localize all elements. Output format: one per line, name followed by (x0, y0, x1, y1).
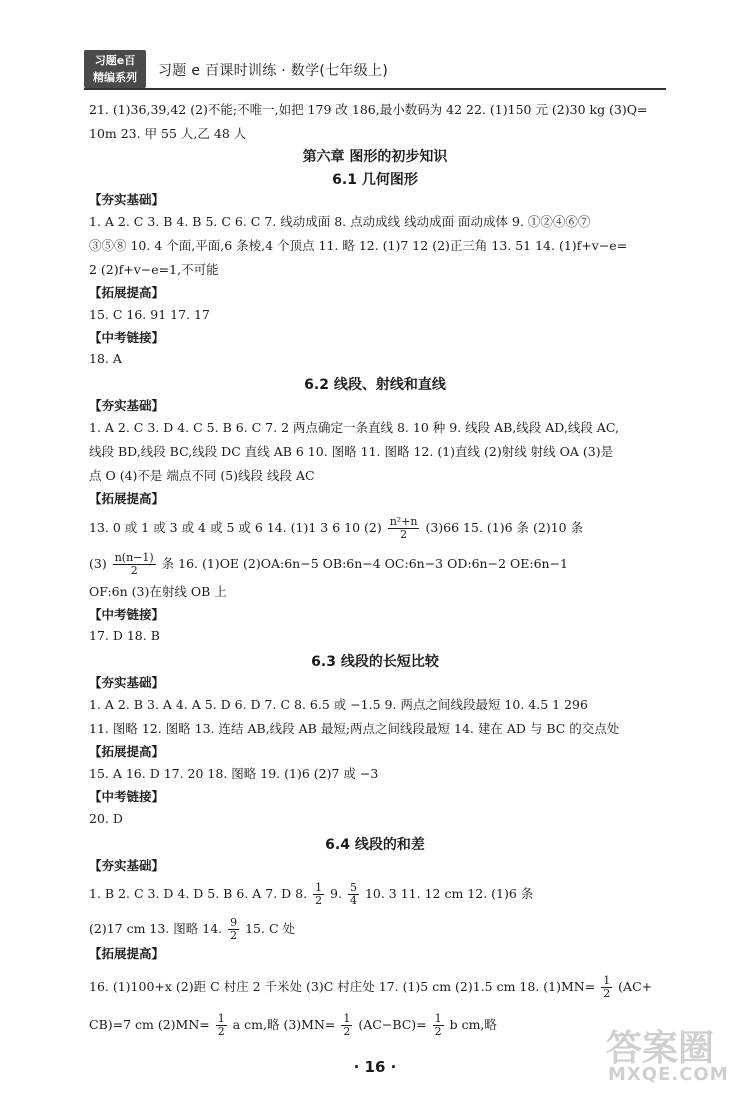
fraction-denominator: 2 (434, 1025, 442, 1038)
answer-line: 15. C 16. 91 17. 17 (89, 307, 210, 322)
fraction (313, 882, 324, 907)
header-divider (84, 88, 666, 90)
fraction-numerator: 1 (315, 881, 323, 894)
answer-text: (3) (89, 556, 107, 571)
fraction (601, 975, 612, 1000)
subsection-heading: 【中考链接】 (89, 330, 165, 345)
chapter-title: 第六章 图形的初步知识 (302, 149, 448, 165)
answer-line (89, 552, 568, 577)
answer-text: 10. 3 11. 12 cm 12. (1)6 条 (364, 886, 534, 901)
answer-line: 2 (2)f+v−e=1,不可能 (89, 262, 219, 277)
section-title: 6.3 线段的长短比较 (311, 654, 439, 670)
fraction-numerator: n(n−1) (114, 551, 154, 564)
section-title: 6.2 线段、射线和直线 (304, 377, 446, 393)
watermark-url: MXQE.COM (608, 1064, 729, 1085)
series-logo (84, 50, 146, 88)
section-title: 6.1 几何图形 (332, 172, 418, 188)
answer-text: b cm,略 (449, 1017, 497, 1032)
fraction (433, 1013, 444, 1038)
fraction-numerator: 1 (434, 1012, 442, 1025)
answer-line (89, 882, 533, 907)
fraction-numerator: n²+n (389, 515, 418, 528)
answer-line (89, 516, 583, 541)
fraction-numerator: 5 (349, 881, 357, 894)
subsection-heading: 【中考链接】 (89, 607, 165, 622)
subsection-heading: 【拓展提高】 (89, 946, 165, 961)
answer-text: 1. B 2. C 3. D 4. D 5. B 6. A 7. D 8. (89, 886, 308, 901)
answer-line: 1. A 2. C 3. D 4. C 5. B 6. C 7. 2 两点确定一条直线 8. 10 种 9. 线段 AB,线段 AD,线段 AC, (89, 420, 619, 435)
answer-line: 1. A 2. C 3. B 4. B 5. C 6. C 7. 线动成面 8. 点动成线 线动成面 面动成体 9. ①②④⑥⑦ (89, 214, 591, 229)
fraction-denominator: 2 (130, 564, 138, 577)
subsection-heading: 【拓展提高】 (89, 285, 165, 300)
answer-line: 线段 BD,线段 BC,线段 DC 直线 AB 6 10. 图略 11. 图略 12. (1)直线 (2)射线 射线 OA (3)是 (89, 444, 614, 459)
answer-line (89, 975, 652, 1000)
answer-line: 18. A (89, 351, 122, 366)
answer-text: (3)66 15. (1)6 条 (2)10 条 (425, 520, 584, 535)
fraction (348, 882, 359, 907)
fraction (113, 552, 156, 577)
subsection-heading: 【夯实基础】 (89, 675, 165, 690)
fraction-denominator: 2 (230, 929, 238, 942)
answer-line: 11. 图略 12. 图略 13. 连结 AB,线段 AB 最短;两点之间线段最短 14. 建在 AD 与 BC 的交点处 (89, 721, 620, 736)
subsection-heading: 【拓展提高】 (89, 491, 165, 506)
fraction-denominator: 2 (603, 987, 611, 1000)
answer-line: 10m 23. 甲 55 人,乙 48 人 (89, 126, 247, 141)
answer-line: 17. D 18. B (89, 628, 160, 643)
answer-line (89, 1013, 497, 1038)
answer-text: 16. (1)100+x (2)距 C 村庄 2 千米处 (3)C 村庄处 17. (1)5 cm (2)1.5 cm 18. (1)MN= (89, 979, 596, 994)
subsection-heading: 【夯实基础】 (89, 858, 165, 873)
fraction (341, 1013, 352, 1038)
answer-text: (AC+ (618, 979, 653, 994)
logo-line-2: 精编系列 (93, 71, 137, 84)
answer-line: 15. A 16. D 17. 20 18. 图略 19. (1)6 (2)7 或 −3 (89, 766, 379, 781)
fraction-numerator: 1 (217, 1012, 225, 1025)
answer-text: 9. (330, 886, 342, 901)
answer-line: 点 O (4)不是 端点不同 (5)线段 线段 AC (89, 468, 315, 483)
answer-text: CB)=7 cm (2)MN= (89, 1017, 210, 1032)
fraction-denominator: 2 (400, 528, 408, 541)
answer-line: 21. (1)36,39,42 (2)不能;不唯一,如把 179 改 186,最小数码为 42 22. (1)150 元 (2)30 kg (3)Q= (89, 102, 648, 117)
answer-text: 13. 0 或 1 或 3 或 4 或 5 或 6 14. (1)1 3 6 10 (2) (89, 520, 382, 535)
answer-text: (AC−BC)= (358, 1017, 427, 1032)
answer-text: (2)17 cm 13. 图略 14. (89, 921, 223, 936)
fraction-numerator: 1 (603, 974, 611, 987)
fraction (388, 516, 420, 541)
fraction (216, 1013, 227, 1038)
fraction-denominator: 2 (217, 1025, 225, 1038)
subsection-heading: 【夯实基础】 (89, 192, 165, 207)
fraction-numerator: 9 (230, 916, 238, 929)
series-title: 习题 e 百课时训练 · 数学(七年级上) (158, 63, 389, 79)
answer-line: ③⑤⑧ 10. 4 个面,平面,6 条棱,4 个顶点 11. 略 12. (1)7 12 (2)正三角 13. 51 14. (1)f+v−e= (89, 238, 628, 253)
page-number: · 16 · (353, 1058, 397, 1076)
subsection-heading: 【拓展提高】 (89, 744, 165, 759)
fraction (228, 917, 239, 942)
answer-line: 20. D (89, 811, 123, 826)
answer-text: a cm,略 (3)MN= (232, 1017, 336, 1032)
answer-line: 1. A 2. B 3. A 4. A 5. D 6. D 7. C 8. 6.5 或 −1.5 9. 两点之间线段最短 10. 4.5 1 296 (89, 697, 588, 712)
answer-text: 条 16. (1)OE (2)OA:6n−5 OB:6n−4 OC:6n−3 OD:6n−2 OE:6n−1 (161, 556, 569, 571)
fraction-denominator: 2 (343, 1025, 351, 1038)
answer-line (89, 917, 295, 942)
watermark-logo (606, 1020, 736, 1090)
answer-line: OF:6n (3)在射线 OB 上 (89, 584, 227, 599)
watermark-text: 答案圈 (606, 1028, 715, 1069)
fraction-numerator: 1 (343, 1012, 351, 1025)
fraction-denominator: 2 (315, 894, 323, 907)
subsection-heading: 【夯实基础】 (89, 398, 165, 413)
fraction-denominator: 4 (349, 894, 357, 907)
answer-text: 15. C 处 (245, 921, 295, 936)
logo-line-1: 习题e百 (94, 54, 136, 67)
section-title: 6.4 线段的和差 (325, 837, 425, 853)
subsection-heading: 【中考链接】 (89, 789, 165, 804)
